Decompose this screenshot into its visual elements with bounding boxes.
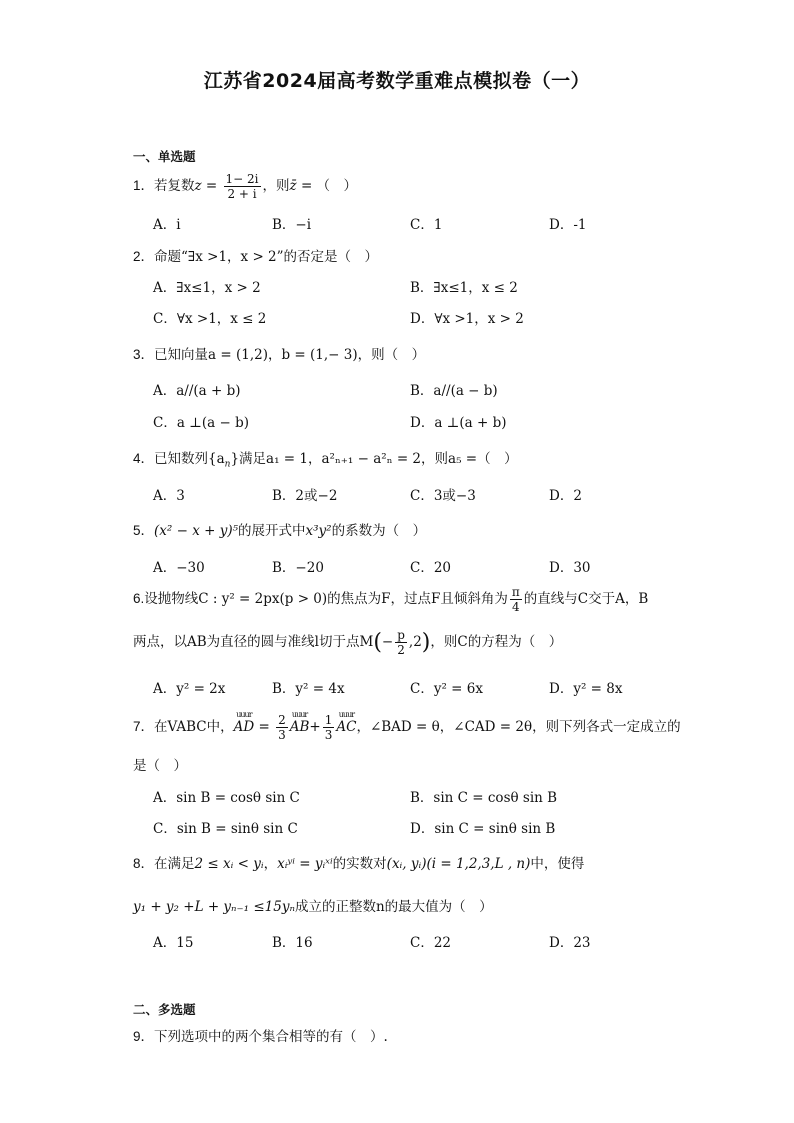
math-plus: + [309,719,321,735]
question-stem: }满足 [230,451,267,467]
question-stem: ，则（ ） [357,347,426,363]
question-stem: ，则 [421,451,449,467]
vector-ac [336,710,357,735]
fraction-denominator: 2 + i [227,187,257,201]
fraction [510,585,522,614]
math-term: − [381,634,394,650]
math-condition: a²ₙ₊₁ − a²ₙ = 2 [321,451,422,467]
question-number: 9． [133,1029,155,1044]
separator: ， [263,856,278,872]
option-d: D．30 [549,560,591,576]
option-d: D．a ⊥(a + b) [410,415,507,431]
section-heading-multiple-choice: 二、多选题 [133,1002,196,1017]
fraction-denominator: 2 [397,643,405,657]
question-2 [133,245,378,265]
question-stem: 的系数为（ ） [331,523,427,539]
vector-label: AB [289,719,310,735]
question-number: 6. [133,591,145,606]
fraction [323,713,335,742]
fraction [224,172,261,201]
question-3 [133,343,425,363]
option-b: B．y² = 4x [272,681,345,697]
option-a: A．3 [153,488,185,504]
question-number: 2． [133,249,155,264]
option-b: B．a//(a − b) [410,383,498,399]
math-condition: 2 ≤ xᵢ < yᵢ [194,856,264,872]
question-number: 7． [133,719,155,734]
fraction-numerator: p [397,628,405,642]
vector-arrow-mark: uuur [338,710,355,719]
fraction-numerator: 1 [324,713,333,727]
vector-ab [289,710,310,735]
math-var-zbar: z̄ [289,178,297,194]
question-number: 3． [133,347,155,362]
question-4: 4．已知数列$\{a_n\}$满足a₁ = 1，a²ₙ₊₁ − a²ₙ = 2，则a₅ =（ ） [133,451,518,470]
page-title: 江苏省2024届高考数学重难点模拟卷（一） [203,70,591,92]
option-d: D．23 [549,935,591,951]
question-8 [133,852,584,872]
option-a: A．i [153,217,181,233]
question-stem: 的直线与C交于A，B [523,591,649,607]
math-vector-a: a = (1,2) [208,347,268,363]
question-stem: 已知数列{a [154,451,225,467]
option-c: C．a ⊥(a − b) [153,415,249,431]
question-number: 1． [133,178,155,193]
question-stem: （ ） [477,451,518,467]
question-stem: 若复数 [154,178,195,194]
question-stem: = （ ） [296,178,358,194]
math-term: a₅ = [448,451,478,467]
option-a: A．∃x≤1，x > 2 [153,280,261,296]
question-stem: 在满足 [154,856,195,872]
section-heading-single-choice: 一、单选题 [133,149,196,164]
question-stem: 的展开式中 [238,523,306,539]
question-number: 4． [133,451,155,466]
fraction-numerator: 2 [278,713,286,727]
math-eq: = [201,178,222,194]
question-stem: ，则 [262,178,290,194]
fraction-denominator: 3 [278,728,286,742]
math-condition: a₁ = 1 [266,451,308,467]
question-stem: 中，使得 [530,856,585,872]
vector-ad [233,710,255,735]
option-b: B．sin C = cosθ sin B [410,790,558,806]
option-a: A．a//(a + b) [153,383,241,399]
fraction-numerator: π [511,585,520,599]
question-stem: 已知向量 [154,347,209,363]
option-d: D．y² = 8x [549,681,623,697]
vector-arrow-mark: uuur [236,710,252,719]
option-d: D．sin C = sinθ sin B [410,821,556,837]
math-inequality: y₁ + y₂ +L + yₙ₋₁ ≤15yₙ [133,899,295,915]
vector-arrow-mark: uuur [291,710,308,719]
math-condition: xᵢʸⁱ = yᵢˣⁱ [277,856,333,872]
option-c: C．22 [410,935,452,951]
question-number: 5． [133,523,155,538]
option-c: C．3或−3 [410,488,476,504]
math-expression: (x² − x + y)⁵ [154,523,239,539]
fraction-denominator: 3 [324,728,333,742]
math-term: ,2 [408,634,422,650]
option-b: B．2或−2 [272,488,338,504]
fraction [276,713,288,742]
option-b: B．16 [272,935,313,951]
question-stem: 命题“∃x >1，x > 2”的否定是（ ） [154,249,379,265]
question-stem: 两点，以AB为直径的圆与准线l切于点M [133,634,374,650]
math-pair: (xᵢ, yᵢ)(i = 1,2,3,L , n) [386,856,531,872]
question-6 [133,585,648,614]
option-c: C．∀x >1，x ≤ 2 [153,311,267,327]
question-8-line-2 [133,895,493,915]
fraction [395,628,407,657]
option-b: B．−i [272,217,312,233]
option-c: C．20 [410,560,452,576]
question-stem: ，则C的方程为（ ） [430,634,563,650]
vector-label: AC [336,719,357,735]
option-d: D．∀x >1，x > 2 [410,311,524,327]
separator: ， [267,347,282,363]
option-a: A．−30 [153,560,205,576]
question-stem: 下列选项中的两个集合相等的有（ ）. [154,1029,388,1045]
vector-label: AD [233,719,255,735]
option-d: D．2 [549,488,582,504]
question-1 [133,172,357,201]
question-5 [133,519,426,539]
question-stem: 的实数对 [332,856,387,872]
question-9 [133,1025,388,1045]
question-stem: 设抛物线C : y² = 2px(p > 0)的焦点为F，过点F且倾斜角为 [144,591,508,607]
option-a: A．15 [153,935,194,951]
question-7-line-2: 是（ ） [133,758,187,774]
fraction-denominator: 4 [512,600,520,614]
question-number: 8． [133,856,155,871]
option-b: B．−20 [272,560,324,576]
question-stem: ，∠BAD = θ，∠CAD = 2θ，则下列各式一定成立的 [356,719,681,735]
math-term: x³y² [305,523,332,539]
option-a: A．sin B = cosθ sin C [153,790,300,806]
question-6-line-2: 两点，以AB为直径的圆与准线l切于点M(− $\frac{p}{2}$ ,2)，则C的方程为（ ） [133,628,563,657]
option-a: A．y² = 2x [153,681,226,697]
question-stem: 成立的正整数n的最大值为（ ） [294,899,493,915]
math-eq: = [254,719,275,735]
fraction-numerator: 1− 2i [225,172,259,186]
question-7 [133,710,681,742]
math-vector-b: b = (1,− 3) [281,347,358,363]
option-d: D．-1 [549,217,587,233]
option-c: C．sin B = sinθ sin C [153,821,298,837]
option-b: B．∃x≤1，x ≤ 2 [410,280,518,296]
option-c: C．y² = 6x [410,681,483,697]
question-stem: 在VABC中， [154,719,234,735]
separator: ， [308,451,322,467]
option-c: C．1 [410,217,443,233]
math-var-z: z [194,178,202,194]
